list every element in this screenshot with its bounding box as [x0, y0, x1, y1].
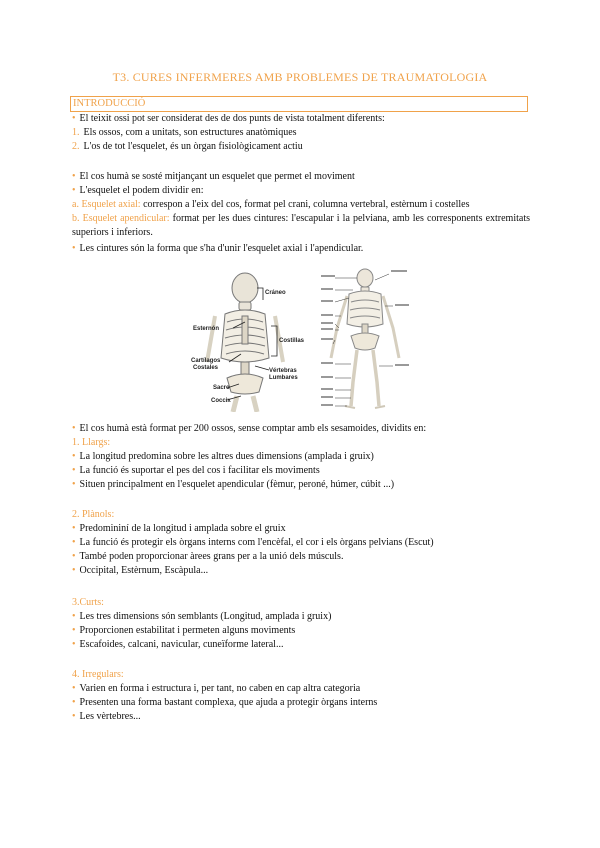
- list-item: • També poden proporcionar àrees grans per a la unió dels músculs.: [72, 551, 344, 562]
- body-line-2: • L'esquelet el podem dividir en:: [72, 185, 204, 196]
- list-item: • La longitud predomina sobre les altres dues dimensions (amplada i gruix): [72, 451, 374, 462]
- bullet-icon: •: [72, 423, 76, 434]
- section-long-bones-title: 1. Llargs:: [72, 437, 111, 448]
- intro-heading: INTRODUCCIÓ: [73, 98, 146, 109]
- label-coccix: Coccix: [211, 398, 231, 404]
- intro-line-1: • El teixit ossi pot ser considerat des de dos punts de vista totalment diferents:: [72, 113, 385, 124]
- label-vertebras: Vértebras: [269, 368, 297, 374]
- body-line-1: • El cos humà se sosté mitjançant un esquelet que permet el moviment: [72, 171, 355, 182]
- bullet-icon: •: [72, 185, 76, 196]
- list-item: • Occipital, Estèrnum, Escàpula...: [72, 565, 209, 576]
- bones-intro-line: • El cos humà està format per 200 ossos, sense comptar amb els sesamoides, dividits en:: [72, 423, 427, 434]
- intro-line-2: 1. Els ossos, com a unitats, son estructures anatòmiques: [72, 127, 297, 138]
- intro-heading-box: [70, 96, 528, 112]
- list-item: • Presenten una forma bastant complexa, que ajuda a protegir òrgans interns: [72, 697, 378, 708]
- bullet-icon: •: [72, 171, 76, 182]
- list-item: • Les tres dimensions són semblants (Longitud, amplada i gruix): [72, 611, 332, 622]
- label-esternon: Esternón: [193, 326, 220, 332]
- bullet-icon: •: [72, 113, 76, 124]
- body-line-3: • Les cintures són la forma que s'ha d'unir l'esquelet axial i l'apendicular.: [72, 243, 364, 254]
- list-item: • Predomininí de la longitud i amplada sobre el gruix: [72, 523, 286, 534]
- label-cartilagos: Cartílagos: [191, 358, 221, 364]
- axial-skeleton-line: a. Esquelet axial: correspon a l'eix del cos, format pel crani, columna vertebral, estèrnum i costelles: [72, 199, 470, 210]
- list-item: • Varien en forma i estructura i, per tant, no caben en cap altra categoria: [72, 683, 361, 694]
- page-title: T3. CURES INFERMERES AMB PROBLEMES DE TRAUMATOLOGIA: [112, 70, 488, 84]
- list-item: • La funció és protegir els òrgans interns com l'encèfal, el cor i els òrgans pelvians (Escut): [72, 537, 434, 548]
- section-short-bones-title: 3.Curts:: [72, 597, 104, 608]
- list-item: • Situen principalment en l'esquelet apendicular (fèmur, peroné, húmer, cúbit ...): [72, 479, 395, 490]
- list-item: • Escafoides, calcani, navicular, cuneïforme lateral...: [72, 639, 284, 650]
- label-craneo: Cráneo: [265, 290, 286, 296]
- intro-line-3: 2. L'os de tot l'esquelet, és un òrgan fisiològicament actiu: [72, 141, 303, 152]
- label-lumbares: Lumbares: [269, 375, 298, 381]
- section-flat-bones-title: 2. Plànols:: [72, 509, 115, 520]
- bullet-icon: •: [72, 243, 76, 254]
- section-irregular-bones-title: 4. Irregulars:: [72, 669, 124, 680]
- label-sacro: Sacro: [213, 385, 230, 391]
- list-item: • Proporcionen estabilitat i permeten alguns moviments: [72, 625, 296, 636]
- skeleton-figure: [185, 266, 429, 412]
- appendicular-skeleton-line: b. Esquelet apendicular: format per les dues cintures: l'escapular i la pelviana, amb les corresponents extremitats superiors i inferiors.: [72, 213, 530, 238]
- label-costillas: Costillas: [279, 338, 305, 344]
- label-costales: Costales: [193, 365, 219, 371]
- list-item: • La funció és suportar el pes del cos i facilitar els moviments: [72, 465, 320, 476]
- list-item: • Les vèrtebres...: [72, 711, 141, 722]
